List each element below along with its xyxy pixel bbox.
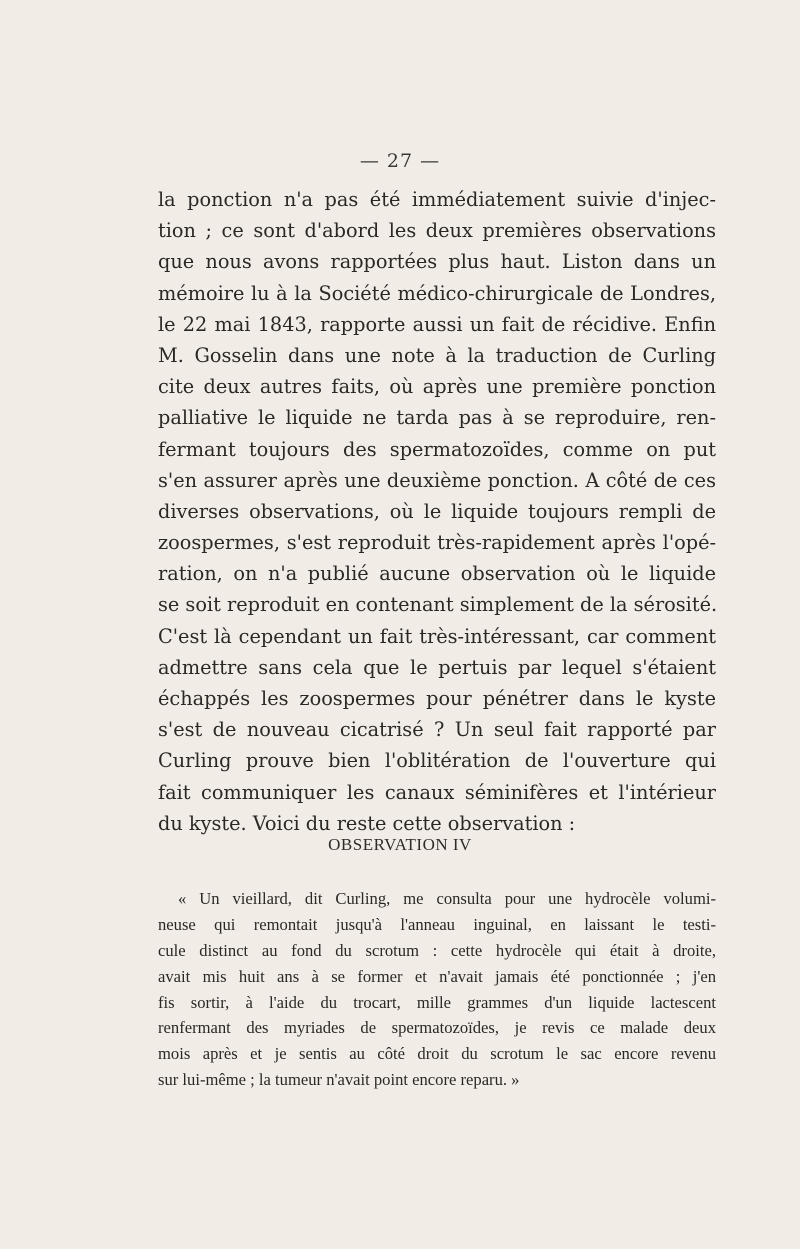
body-line: admettre sans cela que le pertuis par lequel s'étaient [158,655,716,679]
observation-heading: OBSERVATION IV [328,835,472,854]
body-line: s'est de nouveau cicatrisé ? Un seul fait rapporté par [158,718,716,742]
body-line: C'est là cependant un fait très-intéressant, car comment [158,624,716,648]
body-line: cite deux autres faits, où après une première ponction [158,375,716,399]
page-number: — 27 — [359,150,441,172]
body-line: la ponction n'a pas été immédiatement suivie d'injec- [158,188,716,211]
body-line: Curling prouve bien l'oblitération de l'ouverture qui [158,749,716,773]
quote-line: mois après et je sentis au côté droit du scrotum le sac encore revenu [158,1044,716,1064]
quoted-observation [158,886,716,1093]
body-line: tion ; ce sont d'abord les deux premières observations [158,219,716,243]
body-line: ration, on n'a publié aucune observation où le liquide [158,562,716,586]
quote-line: neuse qui remontait jusqu'à l'anneau inguinal, en laissant le testi- [158,914,716,934]
quote-line: sur lui-même ; la tumeur n'avait point encore reparu. » [158,1070,520,1090]
quote-line: renfermant des myriades de spermatozoïdes, je revis ce malade deux [158,1018,716,1038]
body-paragraph [158,184,716,839]
body-line: que nous avons rapportées plus haut. Liston dans un [158,250,716,274]
body-line: palliative le liquide ne tarda pas à se reproduire, ren- [158,406,716,430]
body-line: zoospermes, s'est reproduit très-rapidement après l'opé- [158,531,716,555]
body-line: du kyste. Voici du reste cette observation : [158,811,576,835]
quote-line: avait mis huit ans à se former et n'avait jamais été ponctionnée ; j'en [158,966,716,986]
body-line: fermant toujours des spermatozoïdes, comme on put [158,437,716,461]
quote-line: cule distinct au fond du scrotum : cette hydrocèle qui était à droite, [158,940,716,960]
quote-line: fis sortir, à l'aide du trocart, mille grammes d'un liquide lactescent [158,992,716,1012]
body-line: M. Gosselin dans une note à la traduction de Curling [158,343,716,367]
body-line: s'en assurer après une deuxième ponction. A côté de ces [158,468,716,492]
quote-line: « Un vieillard, dit Curling, me consulta pour une hydrocèle volumi- [178,889,716,908]
body-line: se soit reproduit en contenant simplement de la sérosité. [158,593,718,617]
body-line: diverses observations, où le liquide toujours rempli de [158,499,716,523]
body-line: le 22 mai 1843, rapporte aussi un fait de récidive. Enfin [158,312,716,336]
body-line: fait communiquer les canaux séminifères et l'intérieur [158,780,716,804]
body-line: mémoire lu à la Société médico-chirurgicale de Londres, [158,281,716,305]
body-line: échappés les zoospermes pour pénétrer dans le kyste [158,687,716,710]
